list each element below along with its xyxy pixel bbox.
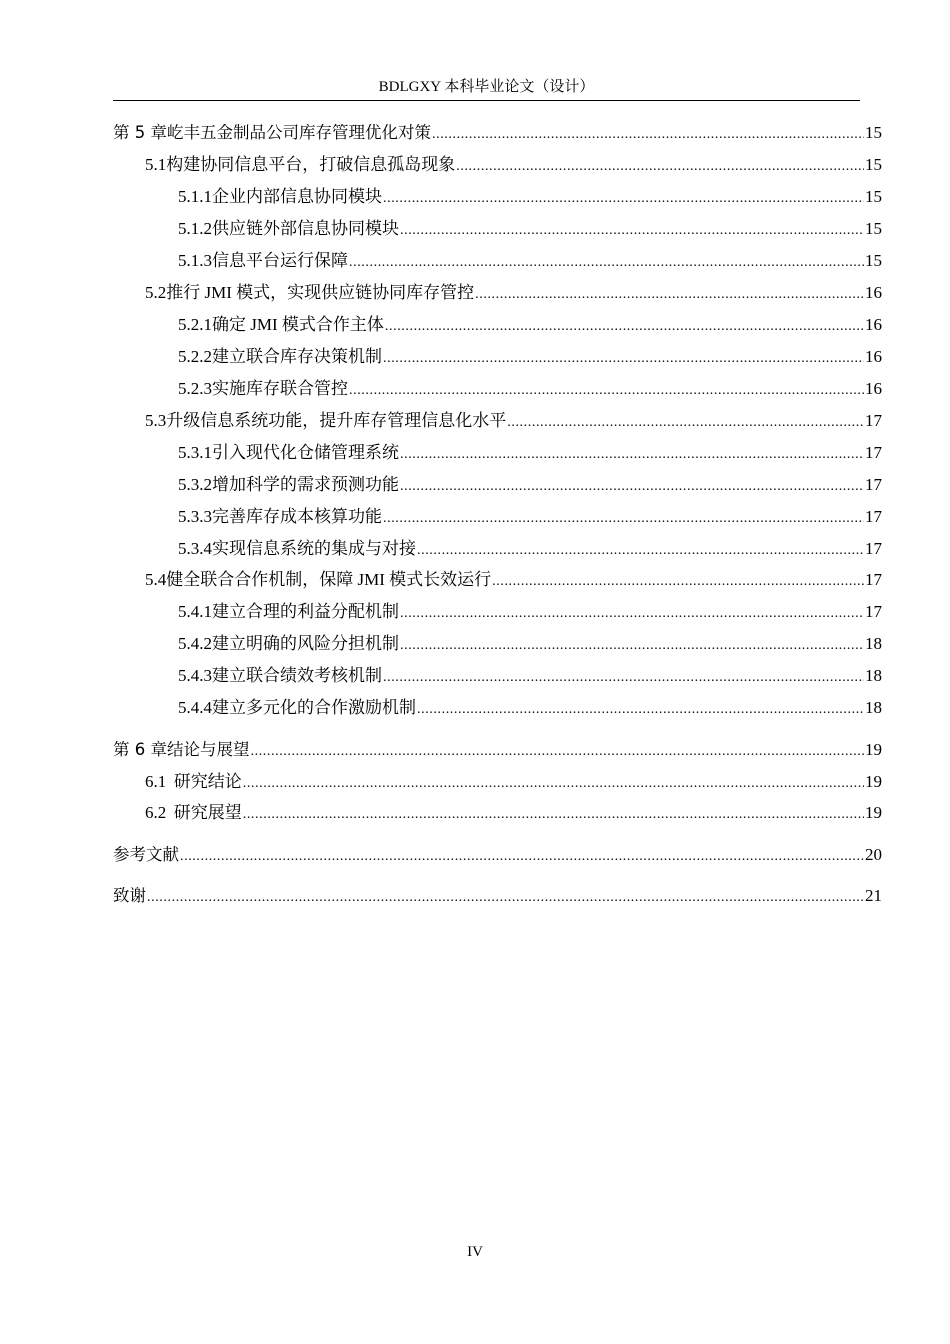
toc-entry-page: 15 (865, 155, 882, 174)
toc-entry[interactable] (178, 442, 882, 464)
toc-entry-number: 5.4 (145, 570, 167, 589)
toc-entry-title: 参考文献 (113, 845, 179, 864)
toc-entry[interactable] (178, 697, 882, 719)
toc-entry-page: 15 (865, 251, 882, 270)
toc-entry-title: 研究展望 (173, 803, 242, 822)
dot-leader (349, 252, 864, 274)
toc-entry[interactable] (178, 474, 882, 496)
toc-entry-title: 实施库存联合管控 (212, 379, 348, 398)
toc-entry-number: 5.4.2 (178, 634, 212, 653)
toc-entry[interactable] (178, 378, 882, 400)
dot-leader (251, 741, 865, 763)
toc-entry-page: 18 (865, 666, 882, 685)
toc-entry-title: 建立合理的利益分配机制 (212, 602, 399, 621)
toc-entry-number: 5.2.2 (178, 347, 212, 366)
toc-entry-number: 5.1.3 (178, 251, 212, 270)
dot-leader (475, 284, 864, 306)
toc-entry-number: 6.1 (145, 772, 167, 791)
toc-entry-title: 建立明确的风险分担机制 (212, 634, 399, 653)
toc-entry-page: 16 (865, 379, 882, 398)
toc-entry-number: 5.3.4 (178, 539, 212, 558)
toc-entry[interactable] (113, 885, 882, 907)
toc-entry-number: 5.1.1 (178, 187, 212, 206)
dot-leader (383, 508, 864, 530)
dot-leader (349, 380, 864, 402)
dot-leader (400, 444, 864, 466)
toc-entry-page: 16 (865, 283, 882, 302)
dot-leader (456, 156, 864, 178)
toc-entry-page: 19 (865, 803, 882, 822)
toc-entry-number: 5.3.1 (178, 443, 212, 462)
toc-entry-title: 结论与展望 (167, 740, 250, 759)
toc-entry-page: 19 (865, 772, 882, 791)
toc-entry-number: 5.3.2 (178, 475, 212, 494)
toc-entry-page: 15 (865, 123, 882, 142)
dot-leader (400, 635, 864, 657)
toc-entry-page: 16 (865, 347, 882, 366)
dot-leader (400, 476, 864, 498)
toc-entry-title: 供应链外部信息协同模块 (212, 219, 399, 238)
toc-entry-title: 完善库存成本核算功能 (212, 507, 382, 526)
dot-leader (147, 887, 864, 909)
toc-entry-page: 17 (865, 539, 882, 558)
page-number: IV (467, 1244, 483, 1260)
toc-entry-title: 推行 JMI 模式，实现供应链协同库存管控 (166, 283, 475, 302)
toc-entry-page: 17 (865, 475, 882, 494)
toc-entry-page: 16 (865, 315, 882, 334)
toc-entry[interactable] (145, 154, 882, 176)
toc-entry[interactable] (145, 410, 882, 432)
toc-entry[interactable] (178, 346, 882, 368)
header-rule (113, 100, 860, 101)
dot-leader (383, 188, 864, 210)
toc-entry[interactable] (145, 802, 882, 824)
toc-entry-title: 升级信息系统功能，提升库存管理信息化水平 (166, 411, 507, 430)
toc-entry[interactable] (178, 665, 882, 687)
toc-entry-page: 15 (865, 219, 882, 238)
toc-entry[interactable] (113, 844, 882, 866)
dot-leader (385, 316, 864, 338)
dot-leader (417, 540, 864, 562)
toc-entry-title: 增加科学的需求预测功能 (212, 475, 399, 494)
toc-entry-title: 致谢 (113, 886, 146, 905)
toc-entry-title: 建立联合绩效考核机制 (212, 666, 382, 685)
toc-entry-title: 确定 JMI 模式合作主体 (212, 315, 384, 334)
toc-entry[interactable] (178, 601, 882, 623)
toc-entry-number: 5.1 (145, 155, 167, 174)
toc-entry-number: 5.3 (145, 411, 167, 430)
dot-leader (400, 220, 864, 242)
dot-leader (180, 846, 864, 868)
toc-entry[interactable] (178, 186, 882, 208)
toc-entry[interactable] (145, 282, 882, 304)
toc-entry-page: 19 (865, 740, 882, 759)
toc-entry-page: 17 (865, 570, 882, 589)
toc-entry-page: 20 (865, 845, 882, 864)
toc-entry-number: 6.2 (145, 803, 167, 822)
toc-entry-page: 17 (865, 602, 882, 621)
toc-entry-title: 企业内部信息协同模块 (212, 187, 382, 206)
toc-entry-number: 5.4.3 (178, 666, 212, 685)
toc-entry-title: 信息平台运行保障 (212, 251, 348, 270)
dot-leader (243, 773, 864, 795)
toc-entry-number: 5.3.3 (178, 507, 212, 526)
dot-leader (507, 412, 864, 434)
toc-entry-page: 17 (865, 507, 882, 526)
toc-entry-page: 17 (865, 443, 882, 462)
toc-entry-title: 健全联合合作机制，保障 JMI 模式长效运行 (166, 570, 492, 589)
toc-entry[interactable] (145, 771, 882, 793)
dot-leader (417, 699, 864, 721)
toc-entry-title: 屹丰五金制品公司库存管理优化对策 (167, 123, 431, 142)
toc-entry[interactable] (178, 633, 882, 655)
toc-entry[interactable] (178, 218, 882, 240)
toc-entry[interactable] (178, 506, 882, 528)
toc-entry-number: 5.2.1 (178, 315, 212, 334)
toc-entry-title: 建立联合库存决策机制 (212, 347, 382, 366)
dot-leader (432, 124, 864, 146)
toc-entry[interactable] (178, 314, 882, 336)
toc-entry-number: 第 5 章 (113, 123, 167, 142)
toc-entry-number: 5.2.3 (178, 379, 212, 398)
toc-entry[interactable] (145, 569, 882, 591)
toc-entry[interactable] (113, 122, 882, 144)
toc-entry-page: 15 (865, 187, 882, 206)
toc-entry-page: 21 (865, 886, 882, 905)
toc-entry-page: 18 (865, 634, 882, 653)
dot-leader (383, 667, 864, 689)
running-header: BDLGXY 本科毕业论文（设计） (378, 79, 595, 95)
dot-leader (400, 603, 864, 625)
toc-entry-number: 第 6 章 (113, 740, 167, 759)
toc-entry-title: 构建协同信息平台，打破信息孤岛现象 (166, 155, 456, 174)
toc-entry-number: 5.4.1 (178, 602, 212, 621)
toc-entry-number: 5.2 (145, 283, 167, 302)
toc-entry-title: 建立多元化的合作激励机制 (212, 698, 416, 717)
toc-entry-page: 18 (865, 698, 882, 717)
toc-entry-page: 17 (865, 411, 882, 430)
toc-entry-title: 实现信息系统的集成与对接 (212, 539, 416, 558)
toc-entry[interactable] (178, 538, 882, 560)
toc-entry-number: 5.4.4 (178, 698, 212, 717)
toc-entry-title: 引入现代化仓储管理系统 (212, 443, 399, 462)
toc-entry-number: 5.1.2 (178, 219, 212, 238)
dot-leader (492, 571, 864, 593)
dot-leader (383, 348, 864, 370)
dot-leader (243, 804, 864, 826)
toc-entry[interactable] (178, 250, 882, 272)
toc-entry-title: 研究结论 (173, 772, 242, 791)
toc-entry[interactable] (113, 739, 882, 761)
